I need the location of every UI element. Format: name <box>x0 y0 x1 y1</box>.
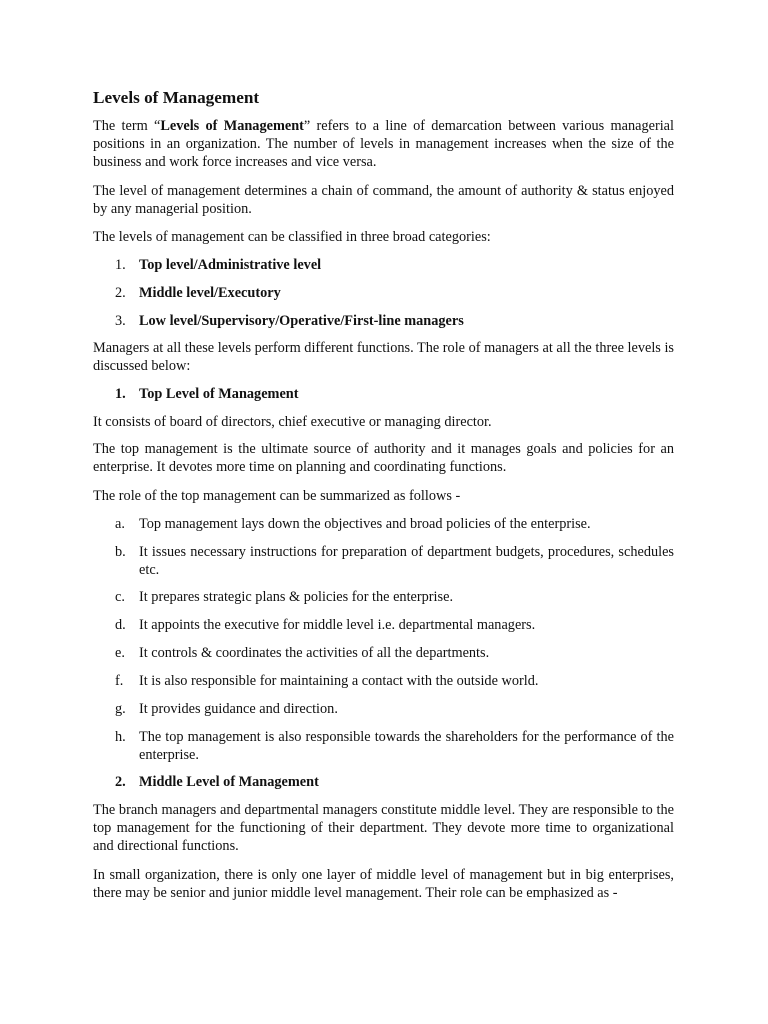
list-marker: 3. <box>115 313 126 329</box>
role-text: It provides guidance and direction. <box>139 701 338 717</box>
category-list-item <box>93 312 674 330</box>
top-level-role-intro: The role of the top management can be summarized as follows - <box>93 488 461 504</box>
functions-paragraph: Managers at all these levels perform different functions. The role of managers at all the three levels is discussed below: <box>93 340 674 375</box>
category-list-item <box>93 284 674 302</box>
intro-term: Levels of Management <box>160 118 304 134</box>
top-level-role-item <box>93 644 674 662</box>
top-level-role-item <box>93 515 674 533</box>
intro-text-after: ” refers to a line of demarcation between various managerial positions in an organization. The number of levels in management increases when the size of the business and work force increases and vice versa. <box>93 118 674 171</box>
classification-paragraph: The levels of management can be classified in three broad categories: <box>93 229 491 245</box>
role-text: It is also responsible for maintaining a contact with the outside world. <box>139 673 539 689</box>
document-title: Levels of Management <box>93 88 260 107</box>
intro-text-before: The term “ <box>93 118 161 134</box>
list-marker: 2. <box>115 285 126 301</box>
list-marker: a. <box>115 516 125 532</box>
intro-paragraph <box>93 117 674 172</box>
top-level-composition-paragraph: It consists of board of directors, chief executive or managing director. <box>93 414 492 430</box>
category-label: Low level/Supervisory/Operative/First-line managers <box>139 313 464 329</box>
top-level-role-item <box>93 616 674 634</box>
chain-of-command-paragraph: The level of management determines a chain of command, the amount of authority & status enjoyed by any managerial position. <box>93 183 674 218</box>
category-list-item <box>93 256 674 274</box>
role-text: It prepares strategic plans & policies for the enterprise. <box>139 589 454 605</box>
list-marker: 1. <box>115 257 126 273</box>
category-label: Middle level/Executory <box>139 285 281 301</box>
list-marker: e. <box>115 645 125 661</box>
middle-level-composition-paragraph: The branch managers and departmental managers constitute middle level. They are responsible to the top management for the functioning of their department. They devote more time to organizational and directional functions. <box>93 802 674 855</box>
list-marker: f. <box>115 673 124 689</box>
list-marker: b. <box>115 544 126 560</box>
top-level-role-item <box>93 588 674 606</box>
list-marker: h. <box>115 729 126 745</box>
section-heading: Middle Level of Management <box>139 774 319 790</box>
top-level-role-item <box>93 700 674 718</box>
section-heading-top-level <box>93 385 674 403</box>
role-text: It appoints the executive for middle level i.e. departmental managers. <box>139 617 536 633</box>
top-level-authority-paragraph: The top management is the ultimate source of authority and it manages goals and policies for an enterprise. It devotes more time on planning and coordinating functions. <box>93 441 674 476</box>
role-text: The top management is also responsible towards the shareholders for the performance of the enterprise. <box>139 729 674 764</box>
list-marker: g. <box>115 701 126 717</box>
section-heading-middle-level <box>93 773 674 791</box>
role-text: Top management lays down the objectives and broad policies of the enterprise. <box>139 516 591 532</box>
role-text: It controls & coordinates the activities of all the departments. <box>139 645 490 661</box>
section-number: 1. <box>115 386 126 402</box>
top-level-role-item <box>93 728 674 764</box>
category-label: Top level/Administrative level <box>139 257 322 273</box>
top-level-role-item <box>93 672 674 690</box>
top-level-role-item <box>93 543 674 579</box>
middle-level-layers-paragraph: In small organization, there is only one layer of middle level of management but in big enterprises, there may be senior and junior middle level management. Their role can be emphasized as - <box>93 867 674 902</box>
section-heading: Top Level of Management <box>139 386 299 402</box>
list-marker: c. <box>115 589 125 605</box>
list-marker: d. <box>115 617 126 633</box>
section-number: 2. <box>115 774 126 790</box>
role-text: It issues necessary instructions for preparation of department budgets, procedures, schedules etc. <box>139 544 674 579</box>
